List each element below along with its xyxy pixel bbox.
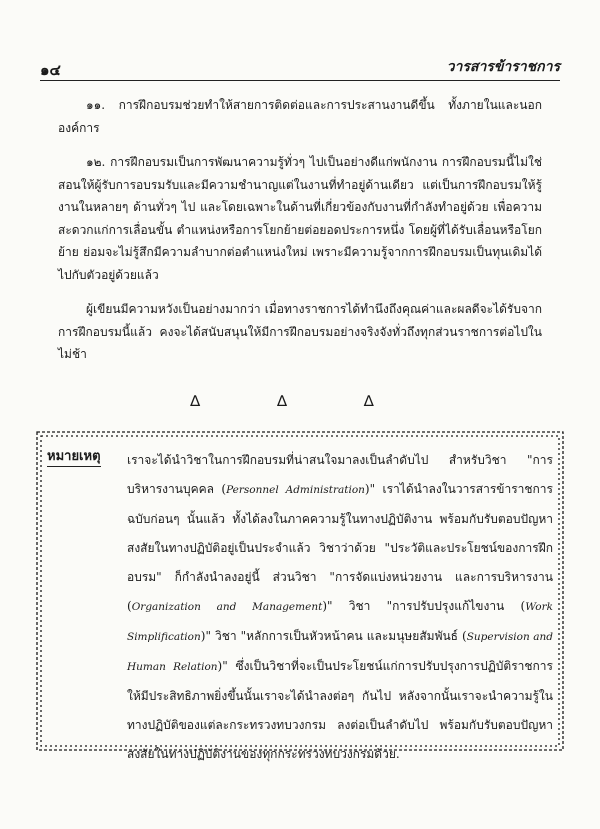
paragraph-text: การฝึกอบรมช่วยทำให้สายการติดต่อและการประสานงานดีขึ้น ทั้งภายในและนอกองค์การ [58,98,542,135]
note-text-part: )" เราได้นำลงในวารสารข้าราชการฉบับก่อนๆ นั้นแล้ว ทั้งได้ลงในภาคความรู้ในทางปฏิบัติงาน พร้อมกับรับตอบปัญหาสงสัยในทางปฏิบัติอยู่เป็นประจำแล้ว วิชาว่าด้วย "ประวัติและประโยชน์ของการฝึกอบรม" ก็กำลังนำลงอยู่นี้ ส่วนวิชา "การจัดแบ่งหน่วยงาน และการบริหารงาน ( [127,482,553,613]
paragraph-number: ๑๑. [86,98,106,112]
paragraph-number: ๑๒. [86,155,106,169]
page-number: ๑๔ [40,61,61,79]
note-english-term: Organization and Management [131,601,323,613]
paragraph-text: การฝึกอบรมเป็นการพัฒนาความรู้ทั่วๆ ไปเป็นอย่างดีแก่พนักงาน การฝึกอบรมนี้ไม่ใช่สอนให้ผู้รับการอบรมรับและมีความชำนาญแต่ในงานที่ทำอยู่ด้านเดียว แต่เป็นการฝึกอบรมให้รู้งานในหลายๆ ด้านทั่วๆ ไป และโดยเฉพาะในด้านที่เกี่ยวข้องกับงานที่กำลังทำอยู่ด้วย เพื่อความสะดวกแก่การเลื่อนขั้น ตำแหน่งหรือการโยกย้ายต่อยอดประการหนึ่ง โดยผู้ที่ได้รับเลื่อนหรือโยกย้าย ย่อมจะไม่รู้สึกมีความลำบากต่อตำแหน่งใหม่ เพราะมีความรู้จากการฝึกอบรมเป็นทุนเดิมได้ไปกับตัวอยู่ด้วยแล้ว [58,155,542,282]
note-english-term: Personnel Administration [226,484,365,496]
paragraph-number [58,302,86,316]
closing-paragraph [58,298,542,366]
note-english-term: Supervision and Human Relation [127,631,553,673]
note-text-part: เราจะได้นำวิชาในการฝึกอบรมที่น่าสนใจมาลงเป็นลำดับไป สำหรับวิชา "การบริหารงานบุคคล ( [127,453,553,496]
note-text-part: )" ซึ่งเป็นวิชาที่จะเป็นประโยชน์แก่การปรับปรุงการปฏิบัติราชการให้มีประสิทธิภาพยิ่งขึ้นนั้นเราจะได้นำลงต่อๆ กันไป หลังจากนั้นเราจะนำความรู้ในทางปฏิบัติของแต่ละกระทรวงทบวงกรม ลงต่อเป็นลำดับไป พร้อมกับรับตอบปัญหาสงสัยในทางปฏิบัติงานของทุกกระทรวงทบวงกรมด้วย. [127,659,553,761]
note-text-part: )" วิชา "หลักการเป็นหัวหน้าคน และมนุษยสัมพันธ์ ( [200,629,467,643]
header-rule [40,80,560,81]
note-box [33,428,567,761]
note-label: หมายเหตุ [47,448,101,467]
paragraph-12 [58,151,542,286]
paragraph-11 [58,94,542,139]
section-ornaments: ∆ ∆ ∆ [190,392,410,410]
running-head: วารสารข้าราชการ [446,59,560,75]
note-english-term: Work Simplification [127,601,553,643]
paragraph-text: ผู้เขียนมีความหวังเป็นอย่างมากว่า เมื่อทางราชการได้ทำนึงถึงคุณค่าและผลดีจะได้รับจากการฝึกอบรมนี้แล้ว คงจะได้สนับสนุนให้มีการฝึกอบรมอย่างจริงจังทั่วถึงทุกส่วนราชการต่อไปในไม่ช้า [58,302,542,361]
body-text [58,94,542,378]
note-text [127,446,553,769]
note-text-part: )" วิชา "การปรับปรุงแก้ไขงาน ( [322,599,526,613]
